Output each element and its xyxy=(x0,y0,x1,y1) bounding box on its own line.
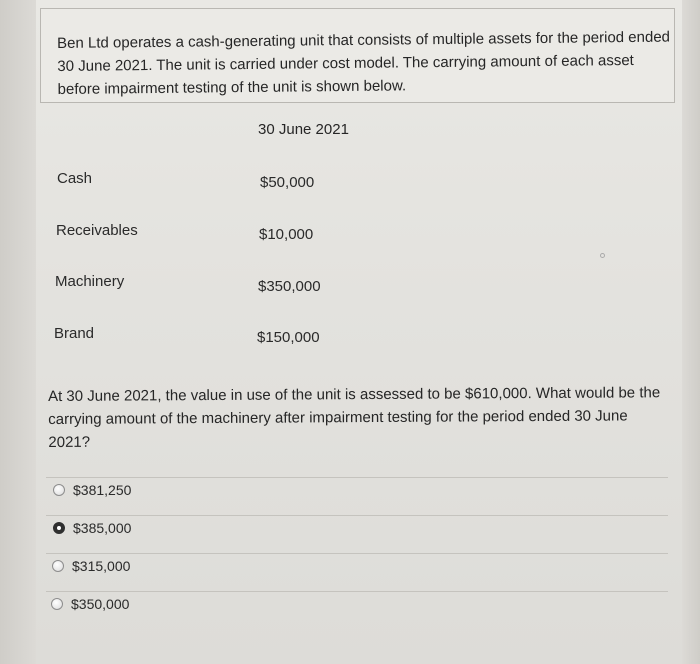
row-label-receivables: Receivables xyxy=(56,222,138,239)
answer-option-1[interactable] xyxy=(53,482,131,498)
divider xyxy=(46,591,668,592)
divider xyxy=(46,477,668,478)
answer-option-label: $385,000 xyxy=(73,520,132,536)
row-value-machinery: $350,000 xyxy=(258,278,321,295)
table-heading: 30 June 2021 xyxy=(258,121,349,138)
answer-option-label: $381,250 xyxy=(73,482,132,498)
radio-unselected-icon[interactable] xyxy=(51,598,63,610)
divider xyxy=(46,515,668,516)
row-value-brand: $150,000 xyxy=(257,329,320,346)
row-label-brand: Brand xyxy=(54,325,95,342)
answer-option-label: $315,000 xyxy=(72,558,131,574)
speck-mark xyxy=(600,253,605,258)
row-value-cash: $50,000 xyxy=(260,174,315,191)
answer-option-label: $350,000 xyxy=(71,596,130,612)
question-intro: Ben Ltd operates a cash-generating unit that consists of multiple assets for the period ended 30 June 2021. The unit is carried under cost model. The carrying amount of each asset before impairment testing of the unit is shown below. xyxy=(57,28,671,98)
left-edge xyxy=(0,0,36,664)
right-edge xyxy=(682,0,700,664)
row-label-cash: Cash xyxy=(57,170,93,187)
radio-unselected-icon[interactable] xyxy=(52,560,64,572)
radio-selected-icon[interactable] xyxy=(53,522,65,534)
divider xyxy=(46,553,668,554)
answer-option-4[interactable] xyxy=(51,596,129,612)
radio-unselected-icon[interactable] xyxy=(53,484,65,496)
row-value-receivables: $10,000 xyxy=(259,226,314,243)
answer-option-3[interactable] xyxy=(52,558,130,574)
answer-option-2[interactable] xyxy=(53,520,131,536)
question-prompt: At 30 June 2021, the value in use of the unit is assessed to be $610,000. What would be the carrying amount of the machinery after impairment testing for the period ended 30 June 2021? xyxy=(48,384,661,451)
row-label-machinery: Machinery xyxy=(55,273,125,290)
